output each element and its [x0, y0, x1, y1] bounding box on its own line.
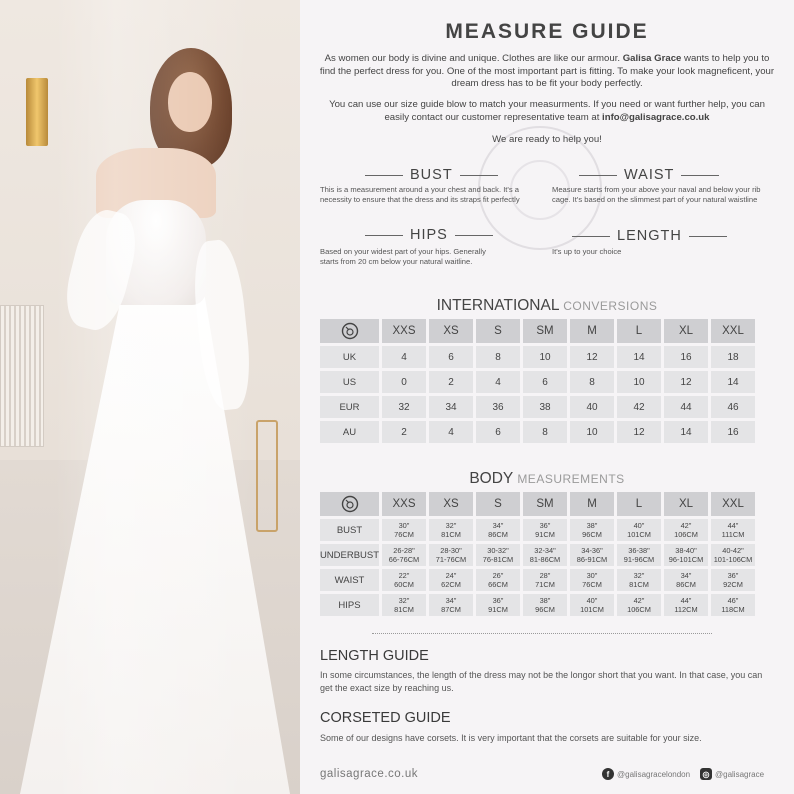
facebook-icon: f: [602, 768, 614, 780]
cm-value: 81CM: [394, 605, 414, 614]
intro-text-cont: wants to help you to find the perfect dress for you. One of the most important part is fitting. To make your look magneficent, your dream dress has to be fit your body perfectly.: [319, 53, 775, 89]
row-label: AU: [320, 421, 379, 443]
intro-paragraph-1: [316, 53, 778, 91]
measurement-cell: [617, 544, 661, 566]
inches-value: 26-28": [393, 546, 415, 555]
instagram-link[interactable]: [700, 768, 764, 780]
measurement-cell: [429, 519, 473, 541]
inches-value: 36": [492, 596, 504, 605]
cm-value: 101CM: [580, 605, 604, 614]
instagram-handle: @galisagrace: [715, 769, 765, 779]
conversion-cell: 14: [711, 371, 755, 393]
inches-value: 30": [398, 521, 410, 530]
instagram-icon: ◎: [700, 768, 712, 780]
measurement-cell: [617, 594, 661, 616]
size-header: XS: [429, 492, 473, 516]
inches-value: 32": [633, 571, 645, 580]
inches-value: 34": [680, 571, 692, 580]
size-header: XS: [429, 319, 473, 343]
hips-description: Based on your widest part of your hips. Generally starts from 20 cm below your natural waitline.: [320, 247, 486, 266]
conversion-cell: 10: [617, 371, 661, 393]
measurement-cell: [523, 594, 567, 616]
inches-value: 40-42": [722, 546, 744, 555]
cm-value: 76CM: [394, 530, 414, 539]
length-guide-title: LENGTH GUIDE: [320, 648, 429, 664]
cm-value: 71CM: [535, 580, 555, 589]
cm-value: 112CM: [674, 605, 698, 614]
conversion-cell: 42: [617, 396, 661, 418]
inches-value: 30": [586, 571, 598, 580]
inches-value: 28": [539, 571, 551, 580]
brand-monogram-icon: [320, 319, 379, 343]
conversion-cell: 8: [523, 421, 567, 443]
cm-value: 81-86CM: [529, 555, 561, 564]
inches-value: 36": [727, 571, 739, 580]
intro-help-text: You can use our size guide blow to match your measurments. If you need or want further help, you can easily contact our customer representative team at: [329, 99, 765, 123]
inches-value: 34": [492, 521, 504, 530]
conversion-cell: 6: [429, 346, 473, 368]
cm-value: 81CM: [629, 580, 649, 589]
measurement-cell: [523, 569, 567, 591]
size-header: M: [570, 319, 614, 343]
row-label: HIPS: [320, 594, 379, 616]
length-description: It's up to your choice: [552, 247, 622, 256]
measurement-cell: [523, 544, 567, 566]
inches-value: 34-36": [581, 546, 603, 555]
length-guide-text: In some circumstances, the length of the dress may not be the longor short that you want. In that case, you can get the exact size by reaching us.: [320, 670, 763, 693]
cm-value: 118CM: [721, 605, 745, 614]
conversion-cell: 14: [617, 346, 661, 368]
measurement-cell: [664, 544, 708, 566]
inches-value: 44": [680, 596, 692, 605]
cm-value: 101CM: [627, 530, 651, 539]
size-header: L: [617, 492, 661, 516]
measurement-cell: [617, 569, 661, 591]
bride-photo: [0, 0, 310, 794]
conversion-cell: 6: [476, 421, 520, 443]
contact-email-link[interactable]: info@galisagrace.co.uk: [602, 111, 710, 123]
measurement-cell: [476, 594, 520, 616]
inches-value: 36": [539, 521, 551, 530]
measurement-cell: [429, 544, 473, 566]
size-header: XXS: [382, 492, 426, 516]
size-header: XXL: [711, 319, 755, 343]
measurement-cell: [429, 594, 473, 616]
cm-value: 91-96CM: [623, 555, 655, 564]
cm-value: 81CM: [441, 530, 461, 539]
inches-value: 42": [633, 596, 645, 605]
size-header: XL: [664, 319, 708, 343]
conversion-cell: 12: [570, 346, 614, 368]
size-header: S: [476, 492, 520, 516]
size-header: SM: [523, 319, 567, 343]
cm-value: 86CM: [676, 580, 696, 589]
inches-value: 38": [586, 521, 598, 530]
intro-closing: We are ready to help you!: [492, 134, 602, 145]
cm-value: 60CM: [394, 580, 414, 589]
waist-heading: WAIST: [572, 167, 726, 183]
cm-value: 76CM: [582, 580, 602, 589]
measurement-cell: [664, 569, 708, 591]
conversion-cell: 36: [476, 396, 520, 418]
measurement-cell: [711, 544, 755, 566]
conversion-cell: 40: [570, 396, 614, 418]
measurement-cell: [476, 569, 520, 591]
conversion-cell: 44: [664, 396, 708, 418]
conversion-cell: 8: [476, 346, 520, 368]
conversion-cell: 4: [382, 346, 426, 368]
cm-value: 106CM: [627, 605, 651, 614]
section-divider: [372, 633, 712, 634]
measurement-cell: [711, 569, 755, 591]
inches-value: 30-32": [487, 546, 509, 555]
inches-value: 28-30": [440, 546, 462, 555]
size-header: M: [570, 492, 614, 516]
measurement-cell: [570, 594, 614, 616]
bust-description: This is a measurement around a your chest and back. It's a necessity to ensure that the dress and its straps fit perfectly: [320, 185, 520, 204]
inches-value: 46": [727, 596, 739, 605]
cm-value: 76-81CM: [482, 555, 514, 564]
cm-value: 106CM: [674, 530, 698, 539]
body-measurements-table: [320, 492, 755, 616]
measurement-cell: [476, 519, 520, 541]
conversion-cell: 12: [664, 371, 708, 393]
cm-value: 66-76CM: [388, 555, 420, 564]
cm-value: 92CM: [723, 580, 743, 589]
inches-value: 40": [633, 521, 645, 530]
cm-value: 96-101CM: [668, 555, 704, 564]
row-label: UK: [320, 346, 379, 368]
cm-value: 86CM: [488, 530, 508, 539]
intro-paragraph-3: [316, 134, 778, 147]
length-heading: LENGTH: [565, 228, 734, 244]
conversion-cell: 4: [429, 421, 473, 443]
wall-lamp: [26, 78, 48, 146]
measurement-cell: [664, 519, 708, 541]
international-title: INTERNATIONAL CONVERSIONS: [436, 297, 658, 314]
measurement-cell: [476, 544, 520, 566]
size-header: XXS: [382, 319, 426, 343]
radiator: [0, 305, 44, 447]
measurement-cell: [570, 519, 614, 541]
conversion-cell: 2: [382, 421, 426, 443]
brand-monogram-icon: [320, 492, 379, 516]
conversion-cell: 16: [711, 421, 755, 443]
conversion-cell: 18: [711, 346, 755, 368]
inches-value: 32-34": [534, 546, 556, 555]
cm-value: 96CM: [582, 530, 602, 539]
size-header: S: [476, 319, 520, 343]
inches-value: 24": [445, 571, 457, 580]
measurement-cell: [711, 594, 755, 616]
conversion-cell: 16: [664, 346, 708, 368]
size-header: L: [617, 319, 661, 343]
mirror-stand: [256, 420, 278, 532]
size-header: SM: [523, 492, 567, 516]
row-label: WAIST: [320, 569, 379, 591]
conversion-cell: 10: [570, 421, 614, 443]
inches-value: 38-40": [675, 546, 697, 555]
corseted-guide-title: CORSETED GUIDE: [320, 710, 451, 726]
cm-value: 86-91CM: [576, 555, 608, 564]
footer-website-link[interactable]: galisagrace.co.uk: [320, 768, 418, 780]
conversion-cell: 32: [382, 396, 426, 418]
measurement-cell: [429, 569, 473, 591]
conversion-cell: 38: [523, 396, 567, 418]
measurement-cell: [570, 544, 614, 566]
cm-value: 111CM: [721, 530, 745, 539]
measurement-cell: [382, 594, 426, 616]
measurement-cell: [382, 544, 426, 566]
corseted-guide-text: Some of our designs have corsets. It is very important that the corsets are suitable for your size.: [320, 733, 702, 743]
dress-veil: [55, 0, 255, 794]
inches-value: 34": [445, 596, 457, 605]
row-label: BUST: [320, 519, 379, 541]
inches-value: 42": [680, 521, 692, 530]
conversion-cell: 46: [711, 396, 755, 418]
cm-value: 87CM: [441, 605, 461, 614]
measurement-cell: [570, 569, 614, 591]
cm-value: 101-106CM: [713, 555, 753, 564]
conversion-cell: 34: [429, 396, 473, 418]
inches-value: 36-38": [628, 546, 650, 555]
measurement-cell: [617, 519, 661, 541]
page-title: MEASURE GUIDE: [445, 20, 649, 43]
row-label: EUR: [320, 396, 379, 418]
inches-value: 32": [445, 521, 457, 530]
conversion-cell: 4: [476, 371, 520, 393]
size-header: XL: [664, 492, 708, 516]
measurement-cell: [711, 519, 755, 541]
international-conversions-table: [320, 319, 755, 443]
brand-name: Galisa Grace: [622, 53, 682, 64]
bust-heading: BUST: [358, 167, 505, 183]
conversion-cell: 0: [382, 371, 426, 393]
conversion-cell: 12: [617, 421, 661, 443]
hips-heading: HIPS: [358, 227, 500, 243]
conversion-cell: 14: [664, 421, 708, 443]
conversion-cell: 6: [523, 371, 567, 393]
conversion-cell: 2: [429, 371, 473, 393]
inches-value: 32": [398, 596, 410, 605]
cm-value: 91CM: [488, 605, 508, 614]
inches-value: 38": [539, 596, 551, 605]
row-label: UNDERBUST: [320, 544, 379, 566]
inches-value: 40": [586, 596, 598, 605]
facebook-handle: @galisagracelondon: [617, 769, 691, 779]
cm-value: 62CM: [441, 580, 461, 589]
conversion-cell: 8: [570, 371, 614, 393]
cm-value: 71-76CM: [435, 555, 467, 564]
measurement-cell: [523, 519, 567, 541]
size-header: XXL: [711, 492, 755, 516]
measurement-cell: [664, 594, 708, 616]
cm-value: 96CM: [535, 605, 555, 614]
measurement-cell: [382, 519, 426, 541]
row-label: US: [320, 371, 379, 393]
cm-value: 66CM: [488, 580, 508, 589]
facebook-link[interactable]: [602, 768, 690, 780]
intro-text: As women our body is divine and unique. Clothes are like our armour.: [324, 53, 621, 64]
waist-description: Measure starts from your above your naval and below your rib cage. It's based on the slimmest part of your natural waistline: [552, 185, 761, 204]
cm-value: 91CM: [535, 530, 555, 539]
conversion-cell: 10: [523, 346, 567, 368]
measurement-cell: [382, 569, 426, 591]
inches-value: 22": [398, 571, 410, 580]
body-measurements-title: BODY MEASUREMENTS: [469, 470, 625, 487]
inches-value: 26": [492, 571, 504, 580]
inches-value: 44": [727, 521, 739, 530]
intro-paragraph-2: [316, 99, 778, 124]
